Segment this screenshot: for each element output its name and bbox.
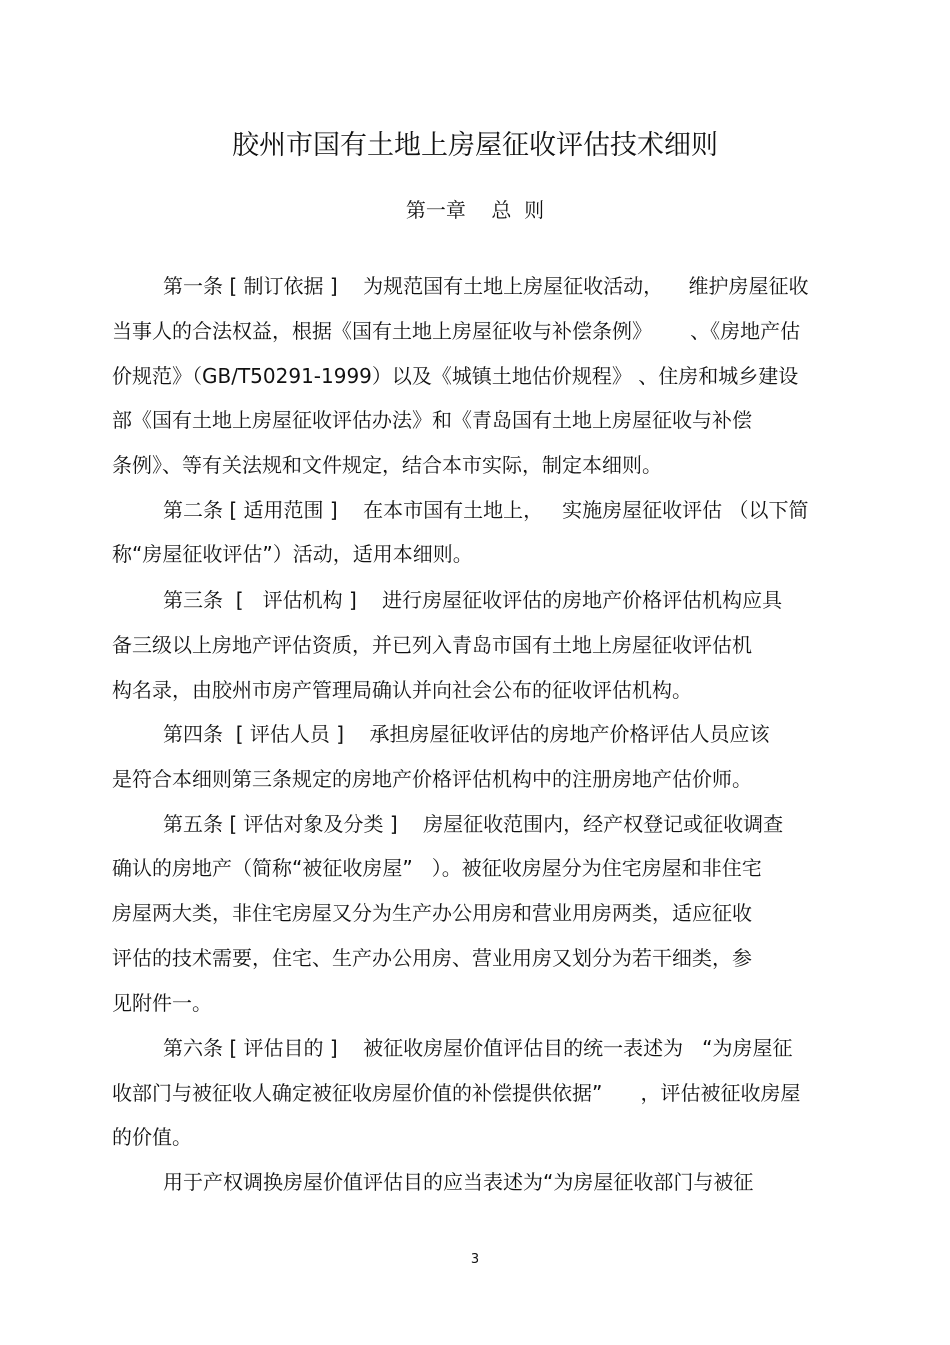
article-3-line-1: 第三条 [ 评估机构 ] 进行房屋征收评估的房地产价格评估机构应具	[163, 588, 783, 612]
document-title: 胶州市国有土地上房屋征收评估技术细则	[232, 130, 718, 161]
article-1-line-5: 条例》、等有关法规和文件规定，结合本市实际，制定本细则。	[112, 453, 662, 477]
chapter-heading: 第一章 总 则	[405, 198, 545, 222]
article-2-line-1: 第二条 [ 适用范围 ] 在本市国有土地上， 实施房屋征收评估 （以下简	[163, 498, 809, 522]
article-4-line-2: 是符合本细则第三条规定的房地产价格评估机构中的注册房地产估价师。	[112, 767, 752, 791]
article-6-line-3: 的价值。	[112, 1125, 192, 1149]
article-6-line-4: 用于产权调换房屋价值评估目的应当表述为“为房屋征收部门与被征	[163, 1170, 754, 1194]
article-5-line-1: 第五条 [ 评估对象及分类 ] 房屋征收范围内，经产权登记或征收调查	[163, 812, 784, 836]
article-1-line-3: 价规范》（GB/T50291-1999）以及《城镇土地估价规程》 、住房和城乡建设	[112, 364, 799, 388]
article-3-line-3: 构名录，由胶州市房产管理局确认并向社会公布的征收评估机构。	[112, 678, 692, 702]
article-6-line-2: 收部门与被征收人确定被征收房屋价值的补偿提供依据” ，评估被征收房屋	[112, 1081, 801, 1105]
article-2-line-2: 称“房屋征收评估”）活动，适用本细则。	[112, 542, 473, 566]
article-3-line-2: 备三级以上房地产评估资质，并已列入青岛市国有土地上房屋征收评估机	[112, 633, 752, 657]
article-1-line-2: 当事人的合法权益，根据《国有土地上房屋征收与补偿条例》 、《房地产估	[112, 319, 801, 343]
article-5-line-3: 房屋两大类，非住宅房屋又分为生产办公用房和营业用房两类，适应征收	[112, 901, 752, 925]
article-5-line-2: 确认的房地产（简称“被征收房屋” ）。被征收房屋分为住宅房屋和非住宅	[112, 856, 762, 880]
page-number: 3	[470, 1252, 480, 1267]
article-5-line-4: 评估的技术需要，住宅、生产办公用房、营业用房又划分为若干细类，参	[112, 946, 752, 970]
article-5-line-5: 见附件一。	[112, 991, 212, 1015]
article-4-line-1: 第四条 [ 评估人员 ] 承担房屋征收评估的房地产价格评估人员应该	[163, 722, 770, 746]
article-1-line-4: 部《国有土地上房屋征收评估办法》和《青岛国有土地上房屋征收与补偿	[112, 408, 752, 432]
article-6-line-1: 第六条 [ 评估目的 ] 被征收房屋价值评估目的统一表述为 “为房屋征	[163, 1036, 793, 1060]
article-1-line-1: 第一条 [ 制订依据 ] 为规范国有土地上房屋征收活动， 维护房屋征收	[163, 274, 809, 298]
